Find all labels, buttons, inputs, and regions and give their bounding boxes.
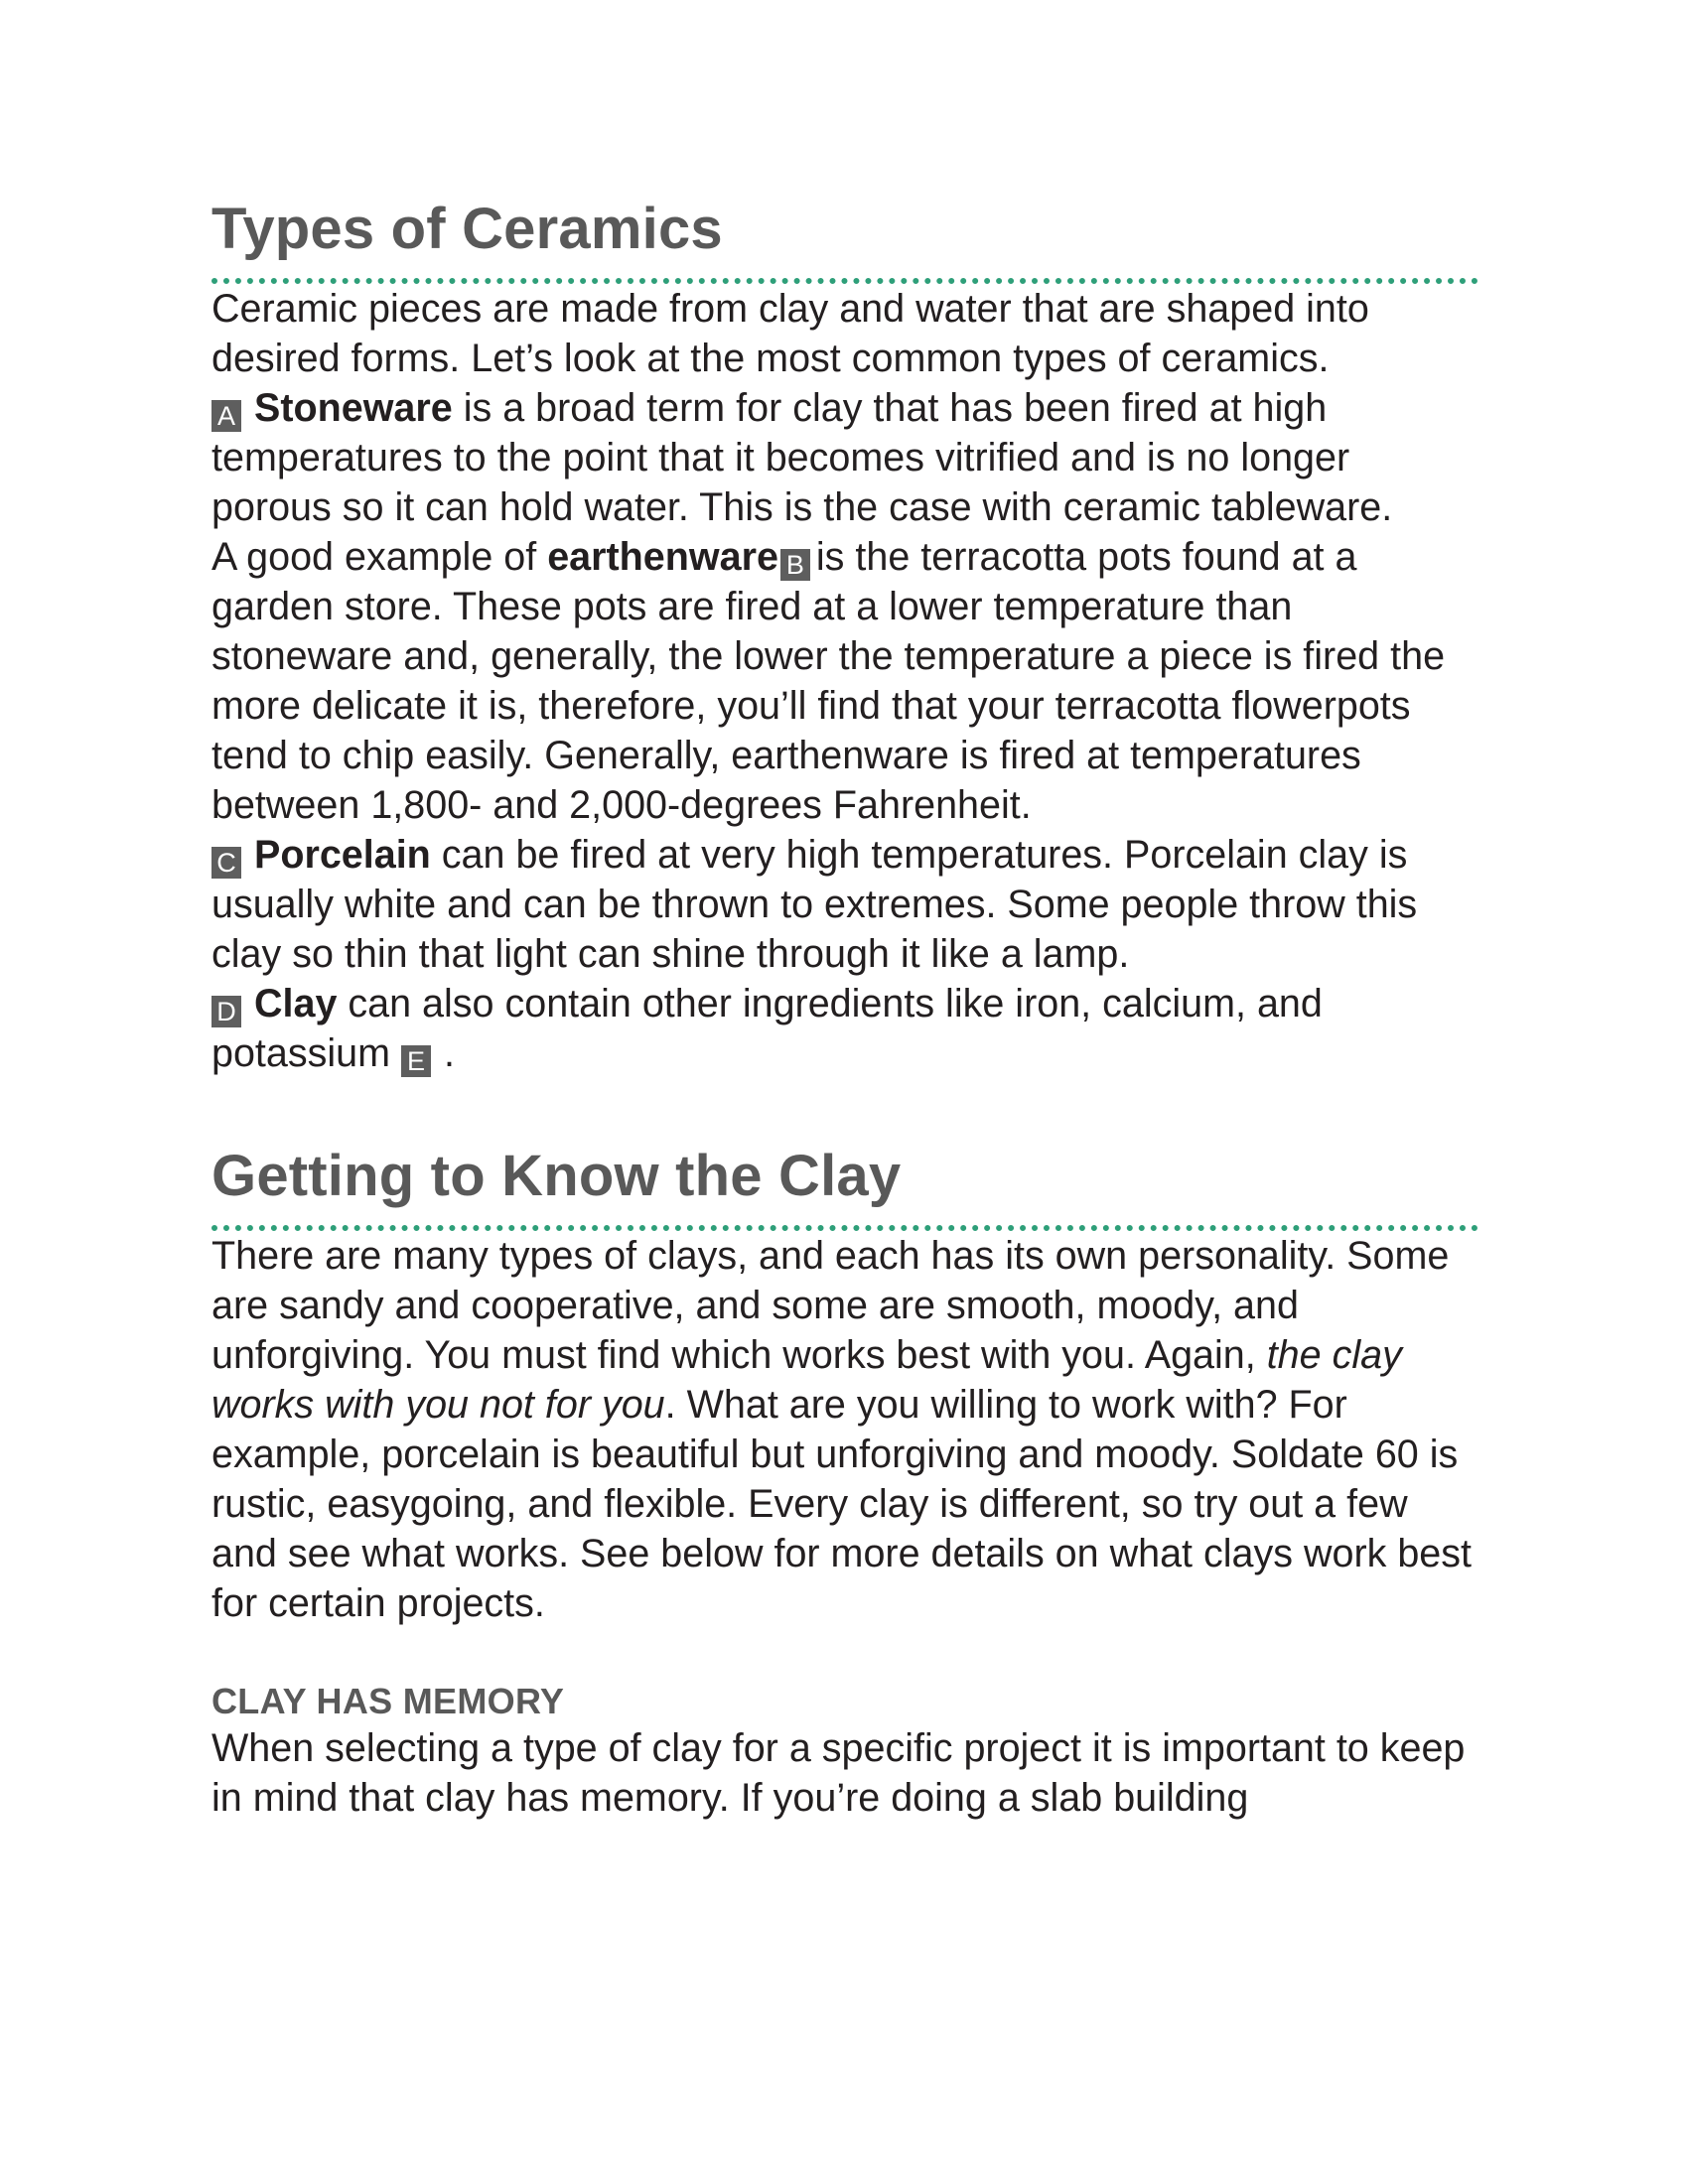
term-clay: Clay	[253, 982, 338, 1025]
italic-phrase: the clay works with you not for you	[211, 1333, 1402, 1427]
label-badge-e: E	[401, 1045, 431, 1077]
porcelain-paragraph	[211, 830, 1478, 979]
stoneware-text: is a broad term for clay that has been fired at high temperatures to the point that it becomes vitrified and is no longer porous so it can hold water. This is the case with ceramic tableware.	[211, 386, 1393, 529]
term-porcelain: Porcelain	[253, 833, 431, 877]
stoneware-paragraph	[211, 383, 1478, 532]
clay-memory-paragraph: When selecting a type of clay for a specific project it is important to keep in mind that clay has memory. If you’re doing a slab building	[211, 1726, 1466, 1820]
subheading-clay-has-memory: CLAY HAS MEMORY	[211, 1681, 565, 1721]
porcelain-text: can be fired at very high temperatures. Porcelain clay is usually white and can be thrown to extremes. Some people throw this clay so thin that light can shine through it like a lamp.	[211, 833, 1418, 976]
clay-text: can also contain other ingredients like iron, calcium, and potassium	[211, 982, 1323, 1075]
label-badge-a: A	[211, 400, 241, 432]
personality-text-end: . What are you willing to work with? For example, porcelain is beautiful but unforgiving and moody. Soldate 60 is rustic, easygoing, and flexible. Every clay is different, so try out a few and see what works. See below for more details on what clays work best for certain projects.	[211, 1383, 1472, 1625]
section-title-getting-to-know-the-clay: Getting to Know the Clay	[211, 1144, 902, 1208]
clay-personality-paragraph	[211, 1231, 1478, 1628]
term-earthenware: earthenware	[547, 535, 778, 579]
intro-paragraph: Ceramic pieces are made from clay and water that are shaped into desired forms. Let’s look at the most common types of ceramics.	[211, 287, 1369, 380]
earthenware-text: is the terracotta pots found at a garden store. These pots are fired at a lower temperature than stoneware and, generally, the lower the temperature a piece is fired the more delicate it is, therefore, you’ll find that your terracotta flowerpots tend to chip easily. Generally, earthenware is fired at temperatures between 1,800- and 2,000-degrees Fahrenheit.	[211, 535, 1446, 827]
document-page	[211, 195, 1478, 1823]
earthenware-paragraph	[211, 532, 1478, 830]
label-badge-c: C	[211, 847, 241, 879]
label-badge-b: B	[780, 549, 810, 581]
section-getting-to-know-clay	[211, 1142, 1478, 1823]
personality-text-start: There are many types of clays, and each has its own personality. Some are sandy and cooperative, and some are smooth, moody, and unforgiving. You must find which works best with you. Again,	[211, 1234, 1450, 1377]
clay-paragraph	[211, 979, 1478, 1078]
label-badge-d: D	[211, 996, 241, 1027]
term-stoneware: Stoneware	[253, 386, 453, 430]
earthenware-lead: A good example of	[211, 535, 548, 579]
section-title-types-of-ceramics: Types of Ceramics	[211, 197, 723, 261]
clay-end-period: .	[444, 1031, 455, 1075]
